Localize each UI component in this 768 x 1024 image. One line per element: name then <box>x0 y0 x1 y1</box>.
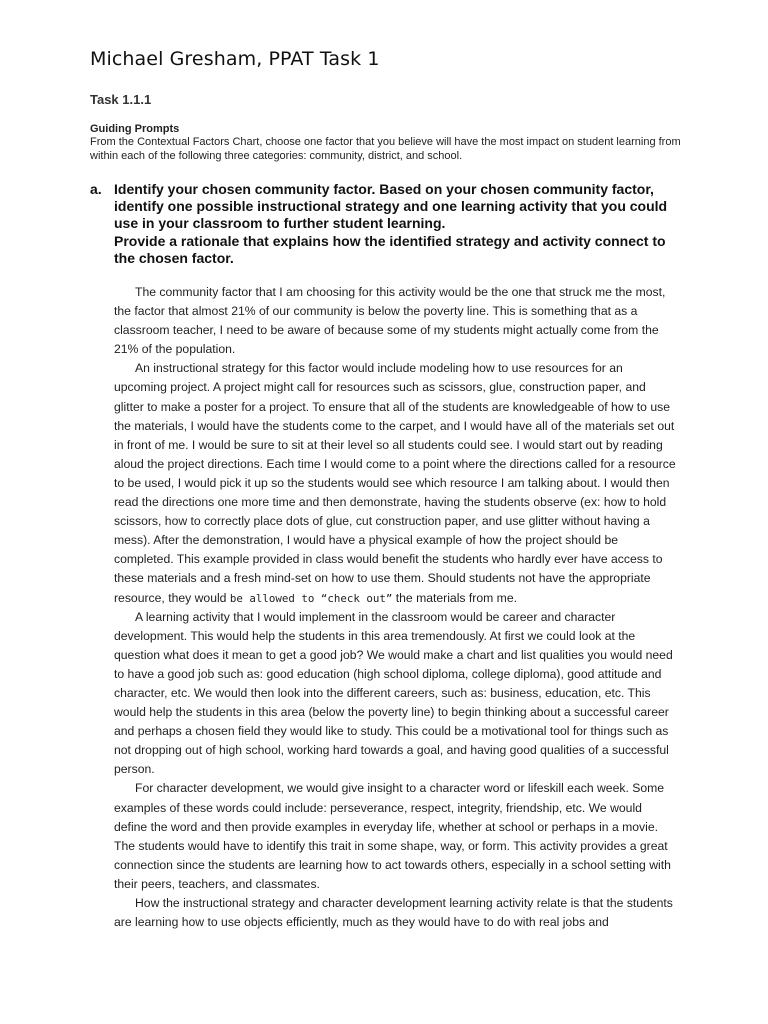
question-line-2: Provide a rationale that explains how the identified strategy and activity connect to the chosen factor. <box>114 232 666 266</box>
paragraph-2-end: the materials from me. <box>392 590 517 605</box>
task-heading: Task 1.1.1 <box>90 92 152 107</box>
paragraph-3: A learning activity that I would implement in the classroom would be career and character development. This would help the students in this area tremendously. At first we could look at the question what does it mean to get a good job? We would make a chart and list qualities you would need to have a good job such as: good education (high school diploma, college diploma), good attitude and character, etc. We would then look into the different careers, such as: business, education, etc. This would help the students in this area (below the poverty line) to begin thinking about a successful career and perhaps a chosen field they would like to study. This could be a motivational tool for things such as not dropping out of high school, working hard towards a goal, and having good qualities of a successful person. <box>114 609 673 777</box>
question-a <box>90 181 680 267</box>
response-body <box>114 283 678 932</box>
question-body <box>114 181 680 267</box>
paragraph-1: The community factor that I am choosing for this activity would be the one that struck me the most, the factor that almost 21% of our community is below the poverty line. This is something that as a classroom teacher, I need to be aware of because some of my students might actually come from the 21% of the population. <box>114 285 666 357</box>
paragraph-4: For character development, we would give insight to a character word or lifeskill each week. Some examples of these words could include: perseverance, respect, integrity, friendship, etc. We would define the word and then provide examples in everyday life, whether at school or perhaps in a movie. The students would have to identify this trait in some shape, way, or form. This activity provides a great connection since the students are learning how to act towards others, especially in a school setting with their peers, teachers, and classmates. <box>114 781 671 891</box>
paragraph-2-main: An instructional strategy for this factor would include modeling how to use resources for an upcoming project. A project might call for resources such as scissors, glue, construction paper, and glitter to make a poster for a project. To ensure that all of the students are knowledgeable of how to use the materials, I would have the students come to the carpet, and I would have all of the materials set out in front of me. I would be sure to sit at their level so all students could see. I would start out by reading aloud the project directions. Each time I would come to a point where the directions called for a resource to be used, I would pick it up so the students would see which resource I am talking about. I would then read the directions one more time and then demonstrate, having the students observe (ex: how to hold scissors, how to correctly place dots of glue, cut construction paper, and use glitter without having a mess). After the demonstration, I would have a physical example of how the project should be completed. This example provided in class would benefit the students who hardly ever have access to these materials and a fresh mind-set on how to use them. Should students not have the appropriate resource, they would <box>114 361 676 605</box>
document-title: Michael Gresham, PPAT Task 1 <box>90 48 380 70</box>
question-line-1: Identify your chosen community factor. Based on your chosen community factor, identify one possible instructional strategy and one learning activity that you could use in your classroom to further student learning. <box>114 181 668 232</box>
paragraph-5: How the instructional strategy and character development learning activity relate is that the students are learning how to use objects efficiently, much as they would have to do with real jobs and <box>114 896 673 930</box>
guiding-prompts-text: From the Contextual Factors Chart, choose one factor that you believe will have the most impact on student learning from within each of the following three categories: community, district, and school. <box>90 136 681 162</box>
paragraph-2-mono: be allowed to “check out” <box>229 591 393 605</box>
question-marker: a. <box>90 181 102 197</box>
paragraph-2 <box>114 359 678 607</box>
guiding-prompts-label: Guiding Prompts <box>90 123 180 135</box>
